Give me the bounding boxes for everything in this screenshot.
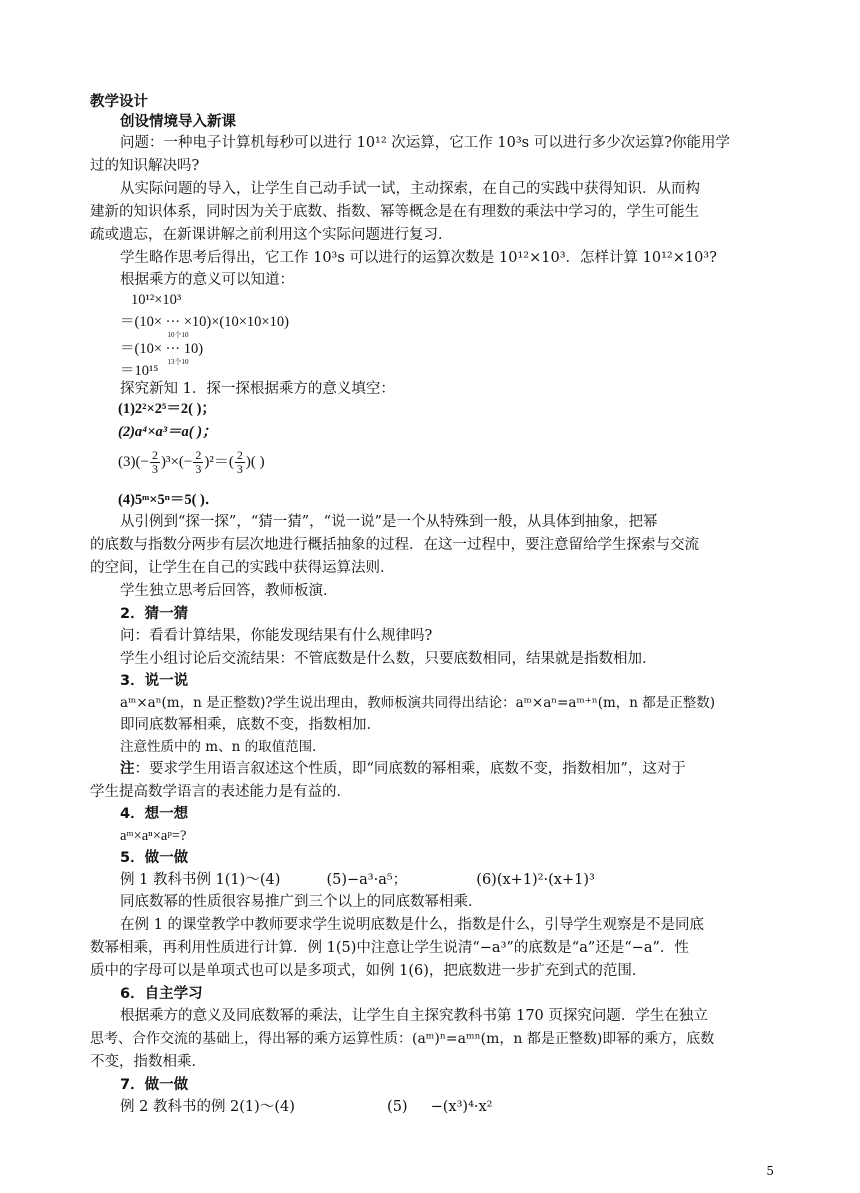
equation-4: ＝10¹⁵ <box>120 363 159 379</box>
section-6-line3: 不变，指数相乘． <box>90 1054 206 1070</box>
note-line2: 学生提高数学语言的表述能力是有益的． <box>90 784 351 800</box>
section-4-line1: aᵐ×aⁿ×aᵖ=? <box>120 828 187 844</box>
para5: 学生独立思考后回答，教师板演． <box>120 583 338 599</box>
para4-line3: 的空间，让学生在自己的实践中获得运算法则． <box>90 560 395 576</box>
section-3-title: 3．说一说 <box>120 673 189 689</box>
note-line1: 注：要求学生用语言叙述这个性质，即“同底数的幂相乘，底数不变，指数相加”，这对于 <box>120 761 686 777</box>
section-2-title: 2．猜一猜 <box>120 606 189 622</box>
section-2-question: 问：看看计算结果，你能发现结果有什么规律吗? <box>120 628 433 644</box>
section-3-line2: 即同底数幂相乘，底数不变，指数相加． <box>120 717 381 733</box>
para4-line1: 从引例到“探一探”，“猜一猜”，“说一说”是一个从特殊到一般，从具体到抽象，把幂 <box>120 514 658 530</box>
section-5-para-line2: 数幂相乘，再利用性质进行计算．例 1(5)中注意让学生说清“−a³”的底数是“a”还是“−a”．性 <box>90 940 689 956</box>
page-number: 5 <box>766 1164 774 1178</box>
para2-line1: 学生略作思考后得出，它工作 10³s 可以进行的运算次数是 10¹²×10³．怎样计算 10¹²×10³? <box>120 250 717 266</box>
para3: 根据乘方的意义可以知道： <box>120 272 294 288</box>
para4-line2: 的底数与指数分两步有层次地进行概括抽象的过程．在这一过程中，要注意留给学生探索与交流 <box>90 537 699 553</box>
underbrace-label-13x10: 13个10 <box>167 358 189 366</box>
exercise-4: (4)5ᵐ×5ⁿ＝5( )． <box>118 492 220 508</box>
problem-line-1: 问题：一种电子计算机每秒可以进行 10¹² 次运算，它工作 10³s 可以进行多少次运算?你能用学 <box>120 135 730 151</box>
underbrace-label-10x10: 10个10 <box>167 331 189 339</box>
section-3-line1: aᵐ×aⁿ(m，n 是正整数)?学生说出理由，教师板演共同得出结论：aᵐ×aⁿ=aᵐ⁺ⁿ(m，n 都是正整数) <box>120 695 716 711</box>
section-5-line1: 例 1 教科书例 1(1)～(4) (5)−a³·a⁵； (6)(x+1)²·(x+1)³ <box>120 872 595 888</box>
section-title-intro: 创设情境导入新课 <box>120 114 236 130</box>
equation-2: ＝(10× ··· ×10)×(10×10×10) 10个10 <box>120 313 289 331</box>
section-5-para-line3: 质中的字母可以是单项式也可以是多项式，如例 1(6)，把底数进一步扩充到式的范围． <box>90 963 647 979</box>
section-5-title: 5．做一做 <box>120 850 189 866</box>
section-6-title: 6．自主学习 <box>120 986 203 1002</box>
equation-3: ＝(10× ··· 10) 13个10 <box>120 340 203 358</box>
section-3-line3: 注意性质中的 m、n 的取值范围． <box>120 739 326 755</box>
equation-1: 10¹²×10³ <box>131 292 182 308</box>
explore-line: 探究新知 1．探一探根据乘方的意义填空： <box>120 381 395 397</box>
para1-line2: 建新的知识体系，同时因为关于底数、指数、幂等概念是在有理数的乘法中学习的，学生可能生 <box>90 204 699 220</box>
exercise-1: (1)2²×2⁵＝2( )； <box>118 401 216 417</box>
para1-line1: 从实际问题的导入，让学生自己动手试一试，主动探索，在自己的实践中获得知识．从而构 <box>120 181 700 197</box>
section-5-para-line1: 在例 1 的课堂教学中教师要求学生说明底数是什么，指数是什么，引导学生观察是不是同底 <box>120 917 704 933</box>
section-7-title: 7．做一做 <box>120 1077 189 1093</box>
section-2-answer: 学生小组讨论后交流结果：不管底数是什么数，只要底数相同，结果就是指数相加． <box>120 651 657 667</box>
exercise-3: (3)(− $\frac{2}{3}$ )³×(− $\frac{2}{3}$ )²＝( $\frac{2}{3}$ )( ) <box>118 448 265 476</box>
section-6-line2: 思考、合作交流的基础上，得出幂的乘方运算性质：(aᵐ)ⁿ=aᵐⁿ(m，n 都是正整数)即幂的乘方，底数 <box>90 1031 715 1047</box>
section-6-line1: 根据乘方的意义及同底数幂的乘法，让学生自主探究教科书第 170 页探究问题．学生在独立 <box>120 1008 708 1024</box>
problem-line-2: 过的知识解决吗? <box>90 158 200 174</box>
section-5-line2: 同底数幂的性质很容易推广到三个以上的同底数幂相乘． <box>120 894 483 910</box>
note-label: 注 <box>120 761 135 777</box>
section-7-line1: 例 2 教科书的例 2(1)～(4) (5) −(x³)⁴·x² <box>120 1099 493 1115</box>
exercise-2: (2)a⁴×a³＝a( )； <box>118 424 217 440</box>
para1-line3: 疏或遗忘，在新课讲解之前利用这个实际问题进行复习． <box>90 227 453 243</box>
doc-heading: 教学设计 <box>90 94 148 110</box>
section-4-title: 4．想一想 <box>120 806 189 822</box>
